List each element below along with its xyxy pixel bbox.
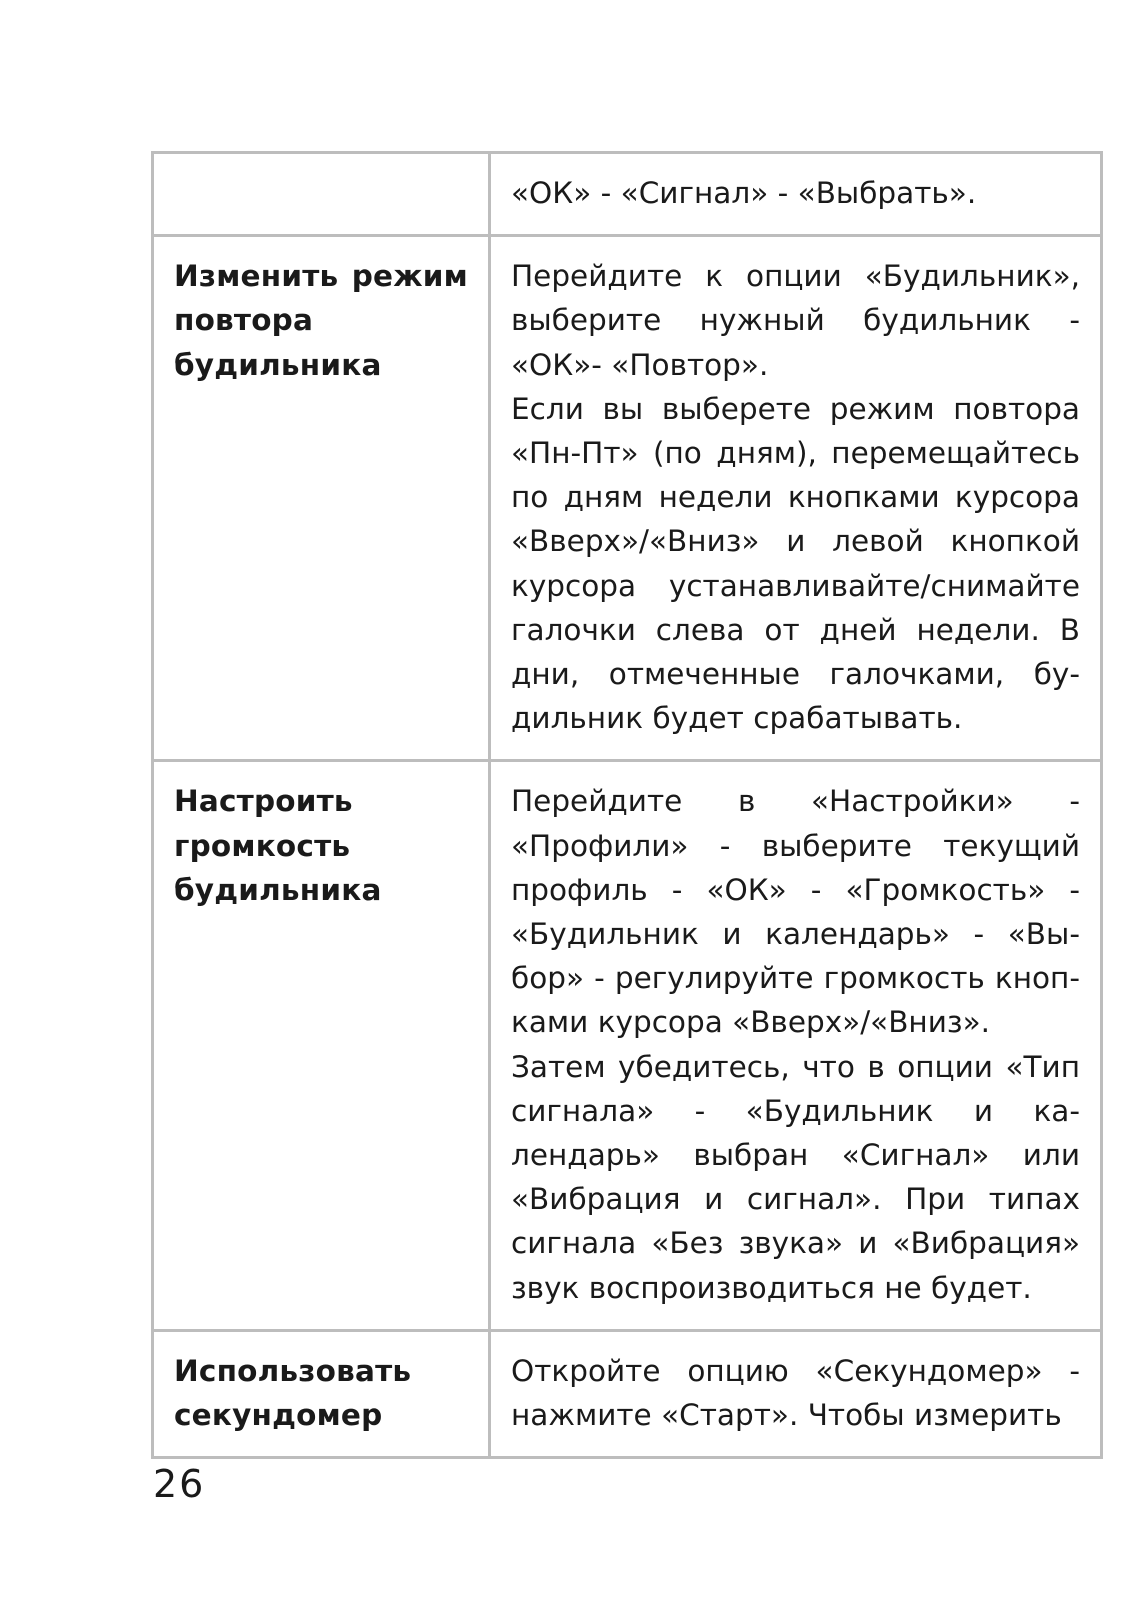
description-paragraph: Затем убедитесь, что в опции «Тип сигнала» - «Будильник и календарь» выбран «Сигнал» или «Вибрация и сигнал». При типах сигнала «Без звука» и «Вибрация» звук воспроизводиться не будет. [511,1049,1080,1305]
row-label-cell [153,761,490,1330]
description-paragraph: Если вы выберете режим повтора «Пн-Пт» (по дням), перемещайтесь по дням недели кнопками курсора «Вверх»/«Вниз» и левой кнопкой курсора устанавливайте/снимайте галочки слева от дней недели. В дни, отмеченные галочками, будильник будет срабатывать. [511,391,1080,736]
instructions-table [151,151,1103,1459]
row-description-cell [490,1330,1102,1457]
row-description-cell [490,153,1102,236]
description-paragraph: Перейдите к опции «Будильник», выберите нужный будильник - «ОК»- «Повтор». [511,259,1080,382]
table-row [153,761,1102,1330]
row-description-cell [490,761,1102,1330]
description-paragraph: Перейдите в «Настройки» - «Профили» - выберите текущий профиль - «ОК» - «Громкость» - «Будильник и календарь» - «Выбор» - регулируйте громкость кнопками курсора «Вверх»/«Вниз». [511,784,1080,1040]
row-label: Изменить режим повтора будильника [174,259,468,382]
description-paragraph: Откройте опцию «Секундомер» - нажмите «Старт». Чтобы измерить [511,1353,1080,1433]
row-label-cell [153,236,490,761]
row-description-cell [490,236,1102,761]
page-number: 26 [153,1462,206,1506]
row-label: Настроить громкость будильника [174,784,382,907]
row-label: Использовать секундомер [174,1353,412,1433]
row-label-cell [153,1330,490,1457]
table-row [153,236,1102,761]
table-row [153,1330,1102,1457]
row-label-cell [153,153,490,236]
description-paragraph: «ОК» - «Сигнал» - «Выбрать». [511,176,977,210]
table-row [153,153,1102,236]
